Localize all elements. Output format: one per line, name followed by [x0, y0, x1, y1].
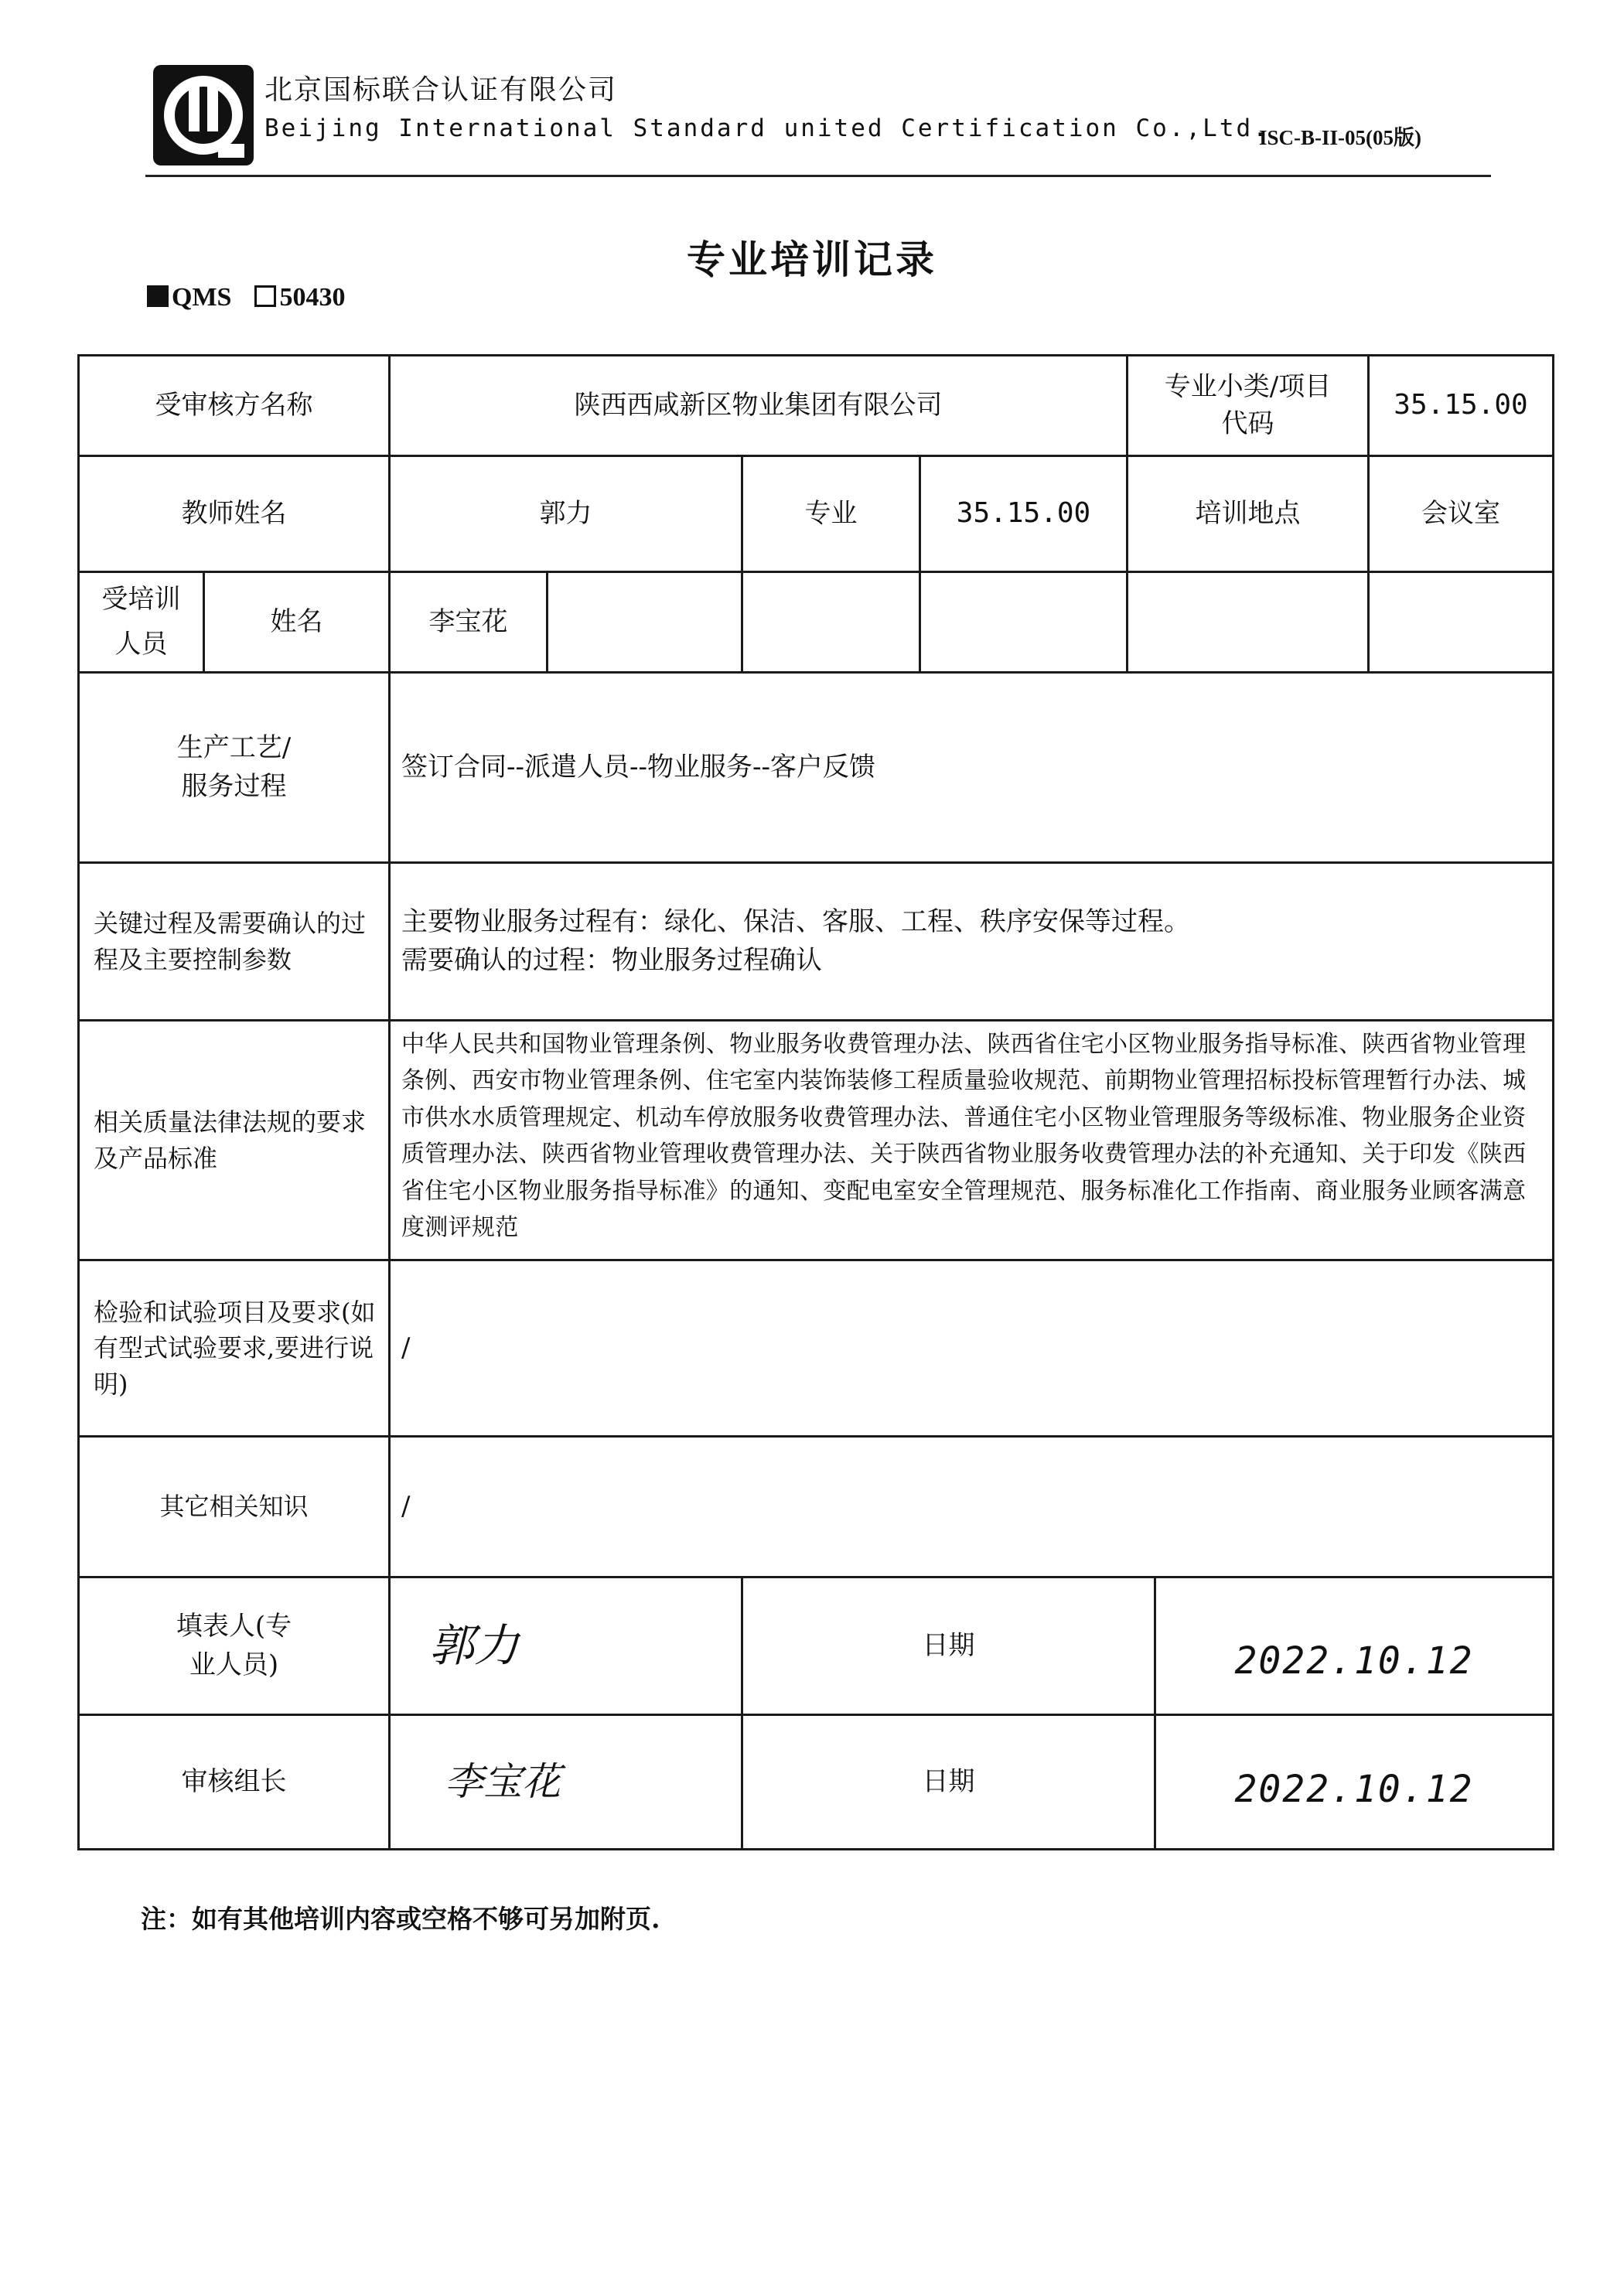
header-divider: [145, 175, 1491, 177]
key-process-value: [391, 864, 1552, 1019]
checkbox-checked-icon: [147, 285, 169, 307]
trainee-name: [921, 573, 1126, 671]
auditee-label: 受审核方名称: [155, 389, 313, 421]
key-process-label: 关键过程及需要确认的过程及主要控制参数: [94, 909, 367, 974]
teacher-value: 郭力: [539, 497, 592, 529]
footnote: 注：如有其他培训内容或空格不够可另加附页.: [141, 1904, 660, 1934]
standard-checkboxes: [147, 283, 345, 312]
company-name-en: Beijing International Standard united Certification Co.,Ltd.: [264, 114, 1270, 142]
trainee-name: [743, 573, 919, 671]
other-knowledge-label: 其它相关知识: [159, 1492, 309, 1522]
form-title: 专业培训记录: [687, 237, 937, 282]
trainee-name: [548, 573, 741, 671]
key-process-line-2: 需要确认的过程：物业服务过程确认: [401, 944, 822, 976]
regulations-value: 中华人民共和国物业管理条例、物业服务收费管理办法、陕西省住宅小区物业服务指导标准、陕西省物业管理条例、西安市物业管理条例、住宅室内装饰装修工程质量验收规范、前期物业管理招标投标管理暂行办法、城市供水水质管理规定、机动车停放服务收费管理办法、普通住宅小区物业管理服务等级标准、物业服务企业资质管理办法、陕西省物业管理收费管理办法、关于陕西省物业服务收费管理办法的补充通知、关于印发《陕西省住宅小区物业服务指导标准》的通知、变配电室安全管理规范、服务标准化工作指南、商业服务业顾客满意度测评规范: [401, 1031, 1527, 1241]
specialty-value: 35.15.00: [956, 497, 1091, 530]
leader-date-label: 日期: [922, 1765, 975, 1797]
standard-qms[interactable]: QMS: [147, 283, 231, 312]
process-label: 生产工艺/服务过程: [176, 732, 292, 802]
inspection-label: 检验和试验项目及要求(如有型式试验要求,要进行说明): [94, 1297, 376, 1399]
other-knowledge-value: /: [401, 1490, 411, 1522]
trainee-name: [1370, 573, 1552, 671]
company-logo: [152, 63, 255, 167]
checkbox-empty-icon: [254, 285, 276, 307]
teacher-label: 教师姓名: [181, 497, 287, 529]
category-label: 专业小类/项目代码: [1164, 370, 1332, 439]
filler-date-label: 日期: [922, 1629, 975, 1661]
location-value: 会议室: [1421, 497, 1500, 529]
specialty-label: 专业: [804, 497, 858, 529]
location-label: 培训地点: [1195, 497, 1301, 529]
auditee-value: 陕西西咸新区物业集团有限公司: [574, 389, 943, 421]
filler-label: 填表人(专业人员): [176, 1611, 292, 1680]
filler-signature: 郭力: [429, 1619, 520, 1673]
leader-date-value: 2022.10.12: [1234, 1767, 1474, 1811]
company-name-cn: 北京国标联合认证有限公司: [264, 74, 618, 106]
trainee-name: [1128, 573, 1367, 671]
filler-date-value: 2022.10.12: [1234, 1639, 1474, 1683]
process-value: 签订合同--派遣人员--物业服务--客户反馈: [401, 751, 875, 783]
key-process-line-1: 主要物业服务过程有：绿化、保洁、客服、工程、秩序安保等过程。: [401, 906, 1190, 938]
leader-signature: 李宝花: [445, 1759, 561, 1805]
table-border-right: [1552, 354, 1554, 1850]
trainee-label: 受培训人员: [101, 583, 181, 660]
regulations-label: 相关质量法律法规的要求及产品标准: [94, 1107, 367, 1173]
standard-50430[interactable]: 50430: [254, 283, 345, 312]
name-label: 姓名: [270, 605, 323, 637]
inspection-value: /: [401, 1332, 411, 1363]
leader-label: 审核组长: [181, 1765, 287, 1797]
document-code: ISC-B-II-05(05版): [1259, 126, 1422, 149]
category-value: 35.15.00: [1394, 389, 1528, 421]
trainee-name: 李宝花: [428, 605, 508, 637]
